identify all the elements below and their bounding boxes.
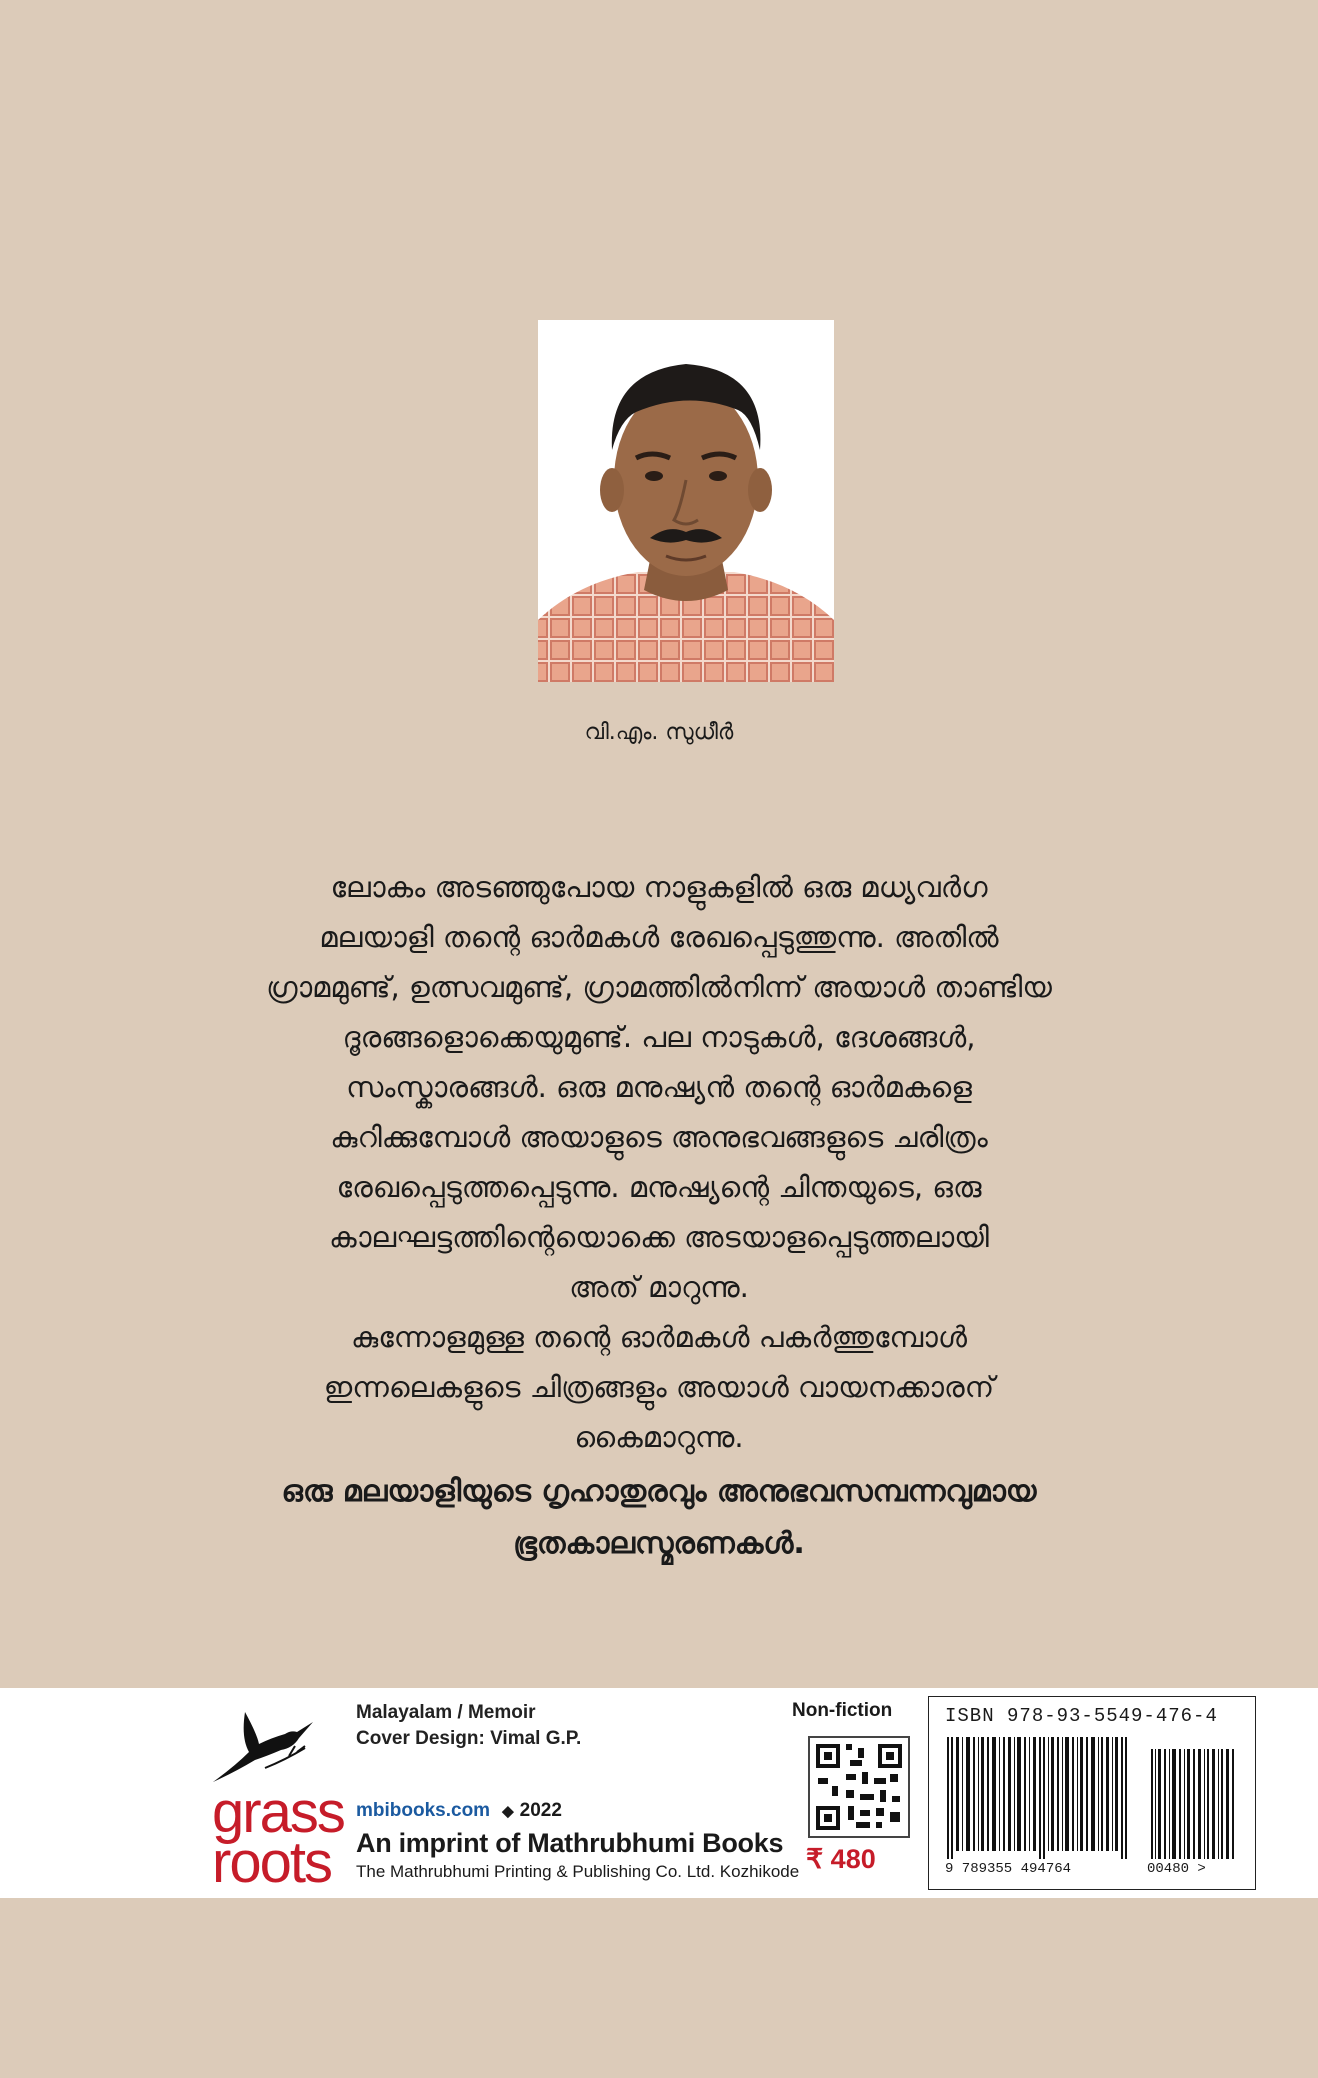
author-name: വി.എം. സുധീർ: [584, 720, 734, 745]
category-label: Malayalam / Memoir: [356, 1702, 536, 1723]
tagline-line: ഒരു മലയാളിയുടെ ഗൃഹാതുരവും അനുഭവസമ്പന്നവുമായ: [281, 1474, 1037, 1509]
blurb-line: അത് മാറുന്നു.: [569, 1270, 749, 1304]
price-addon-number: 00480 >: [1147, 1861, 1206, 1877]
blurb-line: മലയാളി തന്റെ ഓർമകൾ രേഖപ്പെടുത്തുന്നു. അതിൽ: [319, 920, 999, 954]
logo-line-roots: roots: [212, 1830, 331, 1895]
imprint-line: An imprint of Mathrubhumi Books: [356, 1828, 784, 1858]
blurb-line: ദൂരങ്ങളൊക്കെയുമുണ്ട്. പല നാടുകൾ, ദേശങ്ങൾ,: [342, 1020, 976, 1054]
blurb: [260, 862, 1058, 1462]
logo-line-grass: grass: [212, 1780, 344, 1845]
genre-label: Non-fiction: [792, 1700, 893, 1721]
book-meta: [356, 1700, 800, 1881]
isbn-barcode: [928, 1696, 1256, 1890]
cover-design-credit: Cover Design: Vimal G.P.: [356, 1728, 582, 1749]
qr-code-icon: [810, 1738, 908, 1836]
author-portrait-illustration: [538, 320, 834, 682]
isbn-text: ISBN 978-93-5549-476-4: [945, 1705, 1218, 1727]
website-line: [356, 1800, 562, 1822]
author-photo: [538, 320, 834, 682]
barcode-number: 9 789355 494764: [945, 1861, 1072, 1877]
blurb-line: സംസ്കാരങ്ങൾ. ഒരു മനുഷ്യൻ തന്റെ ഓർമകളെ: [346, 1070, 972, 1104]
grassroots-logo: [212, 1780, 344, 1895]
blurb-line: കുറിക്കുമ്പോൾ അയാളുടെ അനുഭവങ്ങളുടെ ചരിത്രം: [330, 1120, 988, 1154]
blurb-line: രേഖപ്പെടുത്തപ്പെടുന്നു. മനുഷ്യന്റെ ചിന്തയുടെ, ഒരു: [336, 1170, 982, 1204]
blurb-line: ഇന്നലെകളുടെ ചിത്രങ്ങളും അയാൾ വായനക്കാരന്: [323, 1370, 995, 1404]
hummingbird-logo-icon: [205, 1708, 317, 1788]
publication-year: 2022: [519, 1800, 562, 1821]
blurb-line: ലോകം അടഞ്ഞുപോയ നാളുകളിൽ ഒരു മധ്യവർഗ: [330, 870, 988, 904]
tagline: [180, 1466, 1138, 1570]
price-label: ₹ 480: [806, 1844, 876, 1874]
blurb-line: കുന്നോളമുള്ള തന്റെ ഓർമകൾ പകർത്തുമ്പോൾ: [351, 1320, 967, 1354]
blurb-line: ഗ്രാമമുണ്ട്, ഉത്സവമുണ്ട്, ഗ്രാമത്തിൽനിന്ന് അയാൾ താണ്ടിയ: [266, 970, 1052, 1004]
footer-panel: [0, 1688, 1318, 1898]
blurb-line: കൈമാറുന്നു.: [574, 1420, 744, 1454]
blurb-line: കാലഘട്ടത്തിന്റെയൊക്കെ അടയാളപ്പെടുത്തലായി: [329, 1220, 989, 1254]
website-link[interactable]: mbibooks.com: [356, 1800, 491, 1821]
barcode-bars-icon: [943, 1737, 1243, 1859]
separator-diamond: ◆: [502, 1803, 514, 1820]
publisher-line: The Mathrubhumi Printing & Publishing Co. Ltd. Kozhikode: [356, 1862, 800, 1881]
tagline-line: ഭൂതകാലസ്മരണകൾ.: [513, 1526, 805, 1561]
qr-code[interactable]: [808, 1736, 910, 1838]
